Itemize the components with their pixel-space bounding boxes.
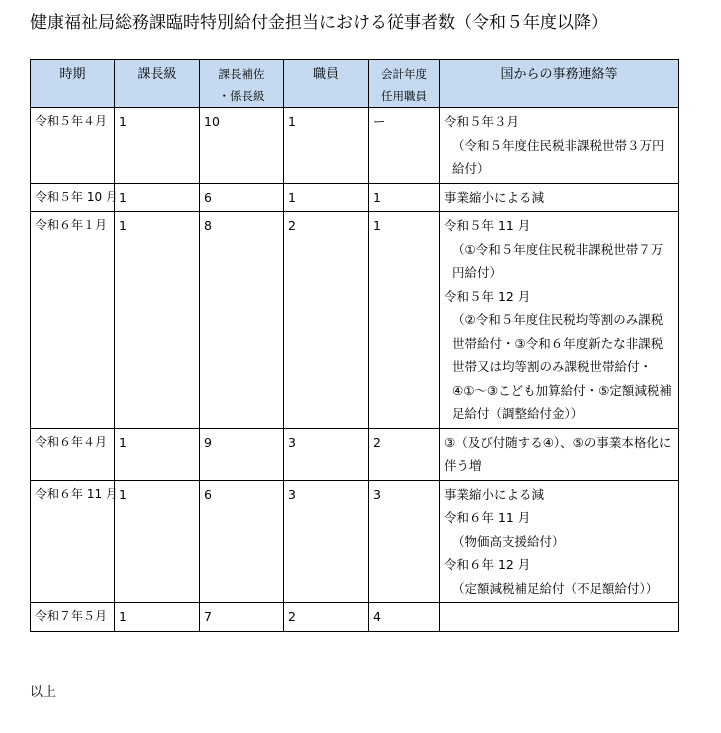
table-row <box>31 108 679 184</box>
period-cell: 令和５年 10 月 <box>31 183 115 212</box>
assistant-chief-count: 10 <box>200 108 284 184</box>
notes-line: ③（及び付随する④）、⑤の事業本格化に伴う増 <box>444 434 672 473</box>
fiscal-year-staff-count: 3 <box>369 480 440 603</box>
notes-line: 事業縮小による減 <box>444 189 545 205</box>
notes-line: 令和５年 12 月 <box>444 288 531 304</box>
notes-cell <box>440 480 679 603</box>
header-assistant-chief-line1: 課長補佐 <box>218 67 265 81</box>
fiscal-year-staff-count: 4 <box>369 603 440 632</box>
notes-line: （令和５年度住民税非課税世帯３万円給付） <box>452 137 665 176</box>
fiscal-year-staff-count: 1 <box>369 212 440 429</box>
section-chief-count: 1 <box>115 603 200 632</box>
period-cell: 令和６年４月 <box>31 428 115 480</box>
staff-count: 2 <box>284 212 369 429</box>
staff-count-table <box>30 59 679 632</box>
section-chief-count: 1 <box>115 183 200 212</box>
header-fiscal-year-staff <box>369 60 440 108</box>
header-section-chief: 課長級 <box>115 60 200 108</box>
staff-count: 2 <box>284 603 369 632</box>
section-chief-count: 1 <box>115 212 200 429</box>
period-cell: 令和７年５月 <box>31 603 115 632</box>
section-chief-count: 1 <box>115 480 200 603</box>
table-row <box>31 183 679 212</box>
table-header-row <box>31 60 679 108</box>
notes-line: 令和５年３月 <box>444 114 520 129</box>
notes-cell <box>440 603 679 632</box>
header-notes: 国からの事務連絡等 <box>440 60 679 108</box>
staff-count: 1 <box>284 183 369 212</box>
assistant-chief-count: 7 <box>200 603 284 632</box>
notes-line: （定額減税補足給付（不足額給付）） <box>452 580 659 596</box>
table-row <box>31 428 679 480</box>
notes-line: （物価高支援給付） <box>452 533 565 549</box>
table-row <box>31 212 679 429</box>
notes-line: 事業縮小による減 <box>444 486 545 502</box>
staff-count: 3 <box>284 480 369 603</box>
fiscal-year-staff-count: ー <box>369 108 440 184</box>
header-assistant-chief <box>200 60 284 108</box>
closing-text: 以上 <box>30 685 57 700</box>
notes-cell <box>440 428 679 480</box>
staff-count: 1 <box>284 108 369 184</box>
notes-cell <box>440 183 679 212</box>
notes-cell <box>440 108 679 184</box>
table-body <box>31 108 679 632</box>
notes-line: 令和６年 11 月 <box>444 510 531 525</box>
assistant-chief-count: 8 <box>200 212 284 429</box>
period-cell: 令和６年１月 <box>31 212 115 429</box>
section-chief-count: 1 <box>115 428 200 480</box>
staff-count: 3 <box>284 428 369 480</box>
notes-line: （②令和５年度住民税均等割のみ課税世帯給付・③令和６年度新たな非課税世帯又は均等割のみ課税世帯給付・④①～③こども加算給付・⑤定額減税補足給付（調整給付金）） <box>452 312 672 421</box>
period-cell: 令和６年 11 月 <box>31 480 115 603</box>
fiscal-year-staff-count: 1 <box>369 183 440 212</box>
document-title: 健康福祉局総務課臨時特別給付金担当における従事者数（令和５年度以降） <box>30 13 608 33</box>
section-chief-count: 1 <box>115 108 200 184</box>
header-fiscal-year-line2: 任用職員 <box>381 89 427 103</box>
notes-line: 令和６年 12 月 <box>444 557 531 572</box>
assistant-chief-count: 9 <box>200 428 284 480</box>
header-period: 時期 <box>31 60 115 108</box>
fiscal-year-staff-count: 2 <box>369 428 440 480</box>
table-row <box>31 480 679 603</box>
notes-line: 令和５年 11 月 <box>444 218 531 233</box>
assistant-chief-count: 6 <box>200 480 284 603</box>
header-assistant-chief-line2: ・係長級 <box>218 89 265 103</box>
period-cell: 令和５年４月 <box>31 108 115 184</box>
notes-line: （①令和５年度住民税非課税世帯７万円給付） <box>452 241 664 280</box>
table-row <box>31 603 679 632</box>
header-fiscal-year-line1: 会計年度 <box>381 67 427 81</box>
assistant-chief-count: 6 <box>200 183 284 212</box>
notes-cell <box>440 212 679 429</box>
header-staff: 職員 <box>284 60 369 108</box>
